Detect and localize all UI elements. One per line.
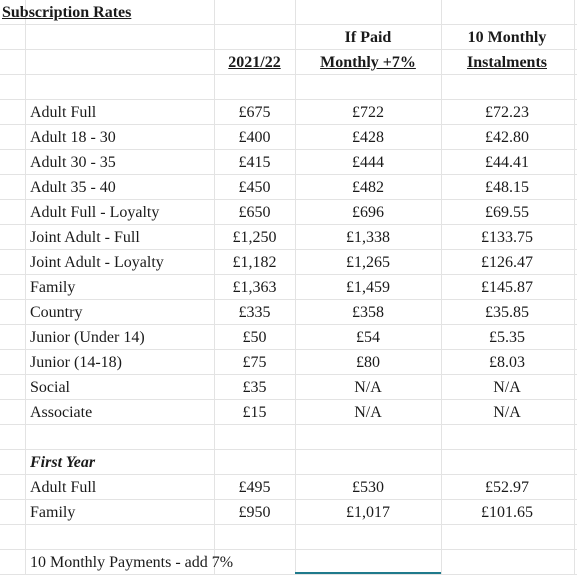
header-instalments[interactable]: Instalments bbox=[466, 54, 547, 71]
rate-instalment[interactable]: £48.15 bbox=[485, 179, 529, 196]
first-year-name[interactable]: Adult Full bbox=[30, 479, 97, 496]
rate-name[interactable]: Adult Full - Loyalty bbox=[30, 204, 160, 221]
rate-name[interactable]: Associate bbox=[30, 404, 93, 421]
first-year-monthly[interactable]: £530 bbox=[352, 479, 384, 496]
rate-monthly[interactable]: N/A bbox=[354, 404, 382, 421]
rate-annual[interactable]: £50 bbox=[242, 329, 267, 346]
rate-instalment[interactable]: £35.85 bbox=[485, 304, 529, 321]
rate-monthly[interactable]: £444 bbox=[352, 154, 384, 171]
rate-instalment[interactable]: £126.47 bbox=[481, 254, 533, 271]
rate-monthly[interactable]: £1,265 bbox=[346, 254, 390, 271]
first-year-instalment[interactable]: £52.97 bbox=[485, 479, 529, 496]
column-divider bbox=[25, 0, 26, 574]
first-year-name[interactable]: Family bbox=[30, 504, 76, 521]
rate-instalment[interactable]: £72.23 bbox=[485, 104, 529, 121]
header-annual[interactable]: 2021/22 bbox=[228, 54, 281, 71]
rate-name[interactable]: Junior (14-18) bbox=[30, 354, 122, 371]
rate-name[interactable]: Adult 30 - 35 bbox=[30, 154, 116, 171]
rate-name[interactable]: Joint Adult - Loyalty bbox=[30, 254, 164, 271]
rate-name[interactable]: Junior (Under 14) bbox=[30, 329, 145, 346]
header-annual-top[interactable] bbox=[214, 25, 295, 50]
first-year-annual[interactable]: £495 bbox=[238, 479, 271, 496]
rate-monthly[interactable]: £482 bbox=[352, 179, 384, 196]
rate-name[interactable]: Joint Adult - Full bbox=[30, 229, 140, 246]
first-year-monthly[interactable]: £1,017 bbox=[346, 504, 390, 521]
rate-monthly[interactable]: £54 bbox=[356, 329, 380, 346]
rate-annual[interactable]: £650 bbox=[238, 204, 271, 221]
rate-name[interactable]: Country bbox=[30, 304, 83, 321]
rate-annual[interactable]: £335 bbox=[238, 304, 271, 321]
sheet-row bbox=[0, 75, 577, 100]
rate-annual[interactable]: £1,363 bbox=[232, 279, 277, 296]
rate-monthly[interactable]: £722 bbox=[352, 104, 384, 121]
rate-instalment[interactable]: N/A bbox=[493, 404, 521, 421]
rate-annual[interactable]: £400 bbox=[238, 129, 271, 146]
rate-annual[interactable]: £75 bbox=[242, 354, 267, 371]
rate-annual[interactable]: £415 bbox=[238, 154, 271, 171]
rate-monthly[interactable]: £358 bbox=[352, 304, 384, 321]
rate-name[interactable]: Adult 35 - 40 bbox=[30, 179, 116, 196]
header-monthly-top[interactable]: If Paid bbox=[344, 29, 392, 46]
rate-instalment[interactable]: N/A bbox=[493, 379, 521, 396]
first-year-annual[interactable]: £950 bbox=[238, 504, 271, 521]
sheet-row bbox=[0, 425, 577, 450]
rate-annual[interactable]: £675 bbox=[238, 104, 271, 121]
column-divider bbox=[574, 0, 575, 574]
rate-name[interactable]: Adult 18 - 30 bbox=[30, 129, 116, 146]
rate-instalment[interactable]: £5.35 bbox=[489, 329, 525, 346]
rate-instalment[interactable]: £145.87 bbox=[481, 279, 533, 296]
sheet-title[interactable]: Subscription Rates bbox=[2, 4, 132, 21]
rate-annual[interactable]: £1,250 bbox=[232, 229, 277, 246]
footnote[interactable]: 10 Monthly Payments - add 7% bbox=[30, 554, 234, 571]
rate-annual[interactable]: £1,182 bbox=[232, 254, 277, 271]
rate-monthly[interactable]: £428 bbox=[352, 129, 384, 146]
rate-annual[interactable]: £15 bbox=[242, 404, 267, 421]
rate-annual[interactable]: £450 bbox=[238, 179, 271, 196]
rate-instalment[interactable]: £69.55 bbox=[485, 204, 529, 221]
rate-monthly[interactable]: £696 bbox=[352, 204, 384, 221]
first-year-instalment[interactable]: £101.65 bbox=[481, 504, 533, 521]
header-instalments-top[interactable]: 10 Monthly bbox=[467, 29, 547, 46]
rate-name[interactable]: Family bbox=[30, 279, 76, 296]
first-year-heading[interactable]: First Year bbox=[30, 454, 96, 471]
rate-monthly[interactable]: £1,338 bbox=[346, 229, 390, 246]
sheet-row bbox=[0, 525, 577, 550]
rate-instalment[interactable]: £133.75 bbox=[481, 229, 533, 246]
rate-monthly[interactable]: £1,459 bbox=[346, 279, 390, 296]
header-monthly[interactable]: Monthly +7% bbox=[320, 54, 416, 71]
rate-monthly[interactable]: N/A bbox=[354, 379, 382, 396]
rate-instalment[interactable]: £44.41 bbox=[485, 154, 529, 171]
rate-instalment[interactable]: £42.80 bbox=[485, 129, 529, 146]
rate-instalment[interactable]: £8.03 bbox=[489, 354, 525, 371]
rate-monthly[interactable]: £80 bbox=[356, 354, 380, 371]
rate-name[interactable]: Social bbox=[30, 379, 70, 396]
rate-name[interactable]: Adult Full bbox=[30, 104, 97, 121]
rate-annual[interactable]: £35 bbox=[242, 379, 267, 396]
